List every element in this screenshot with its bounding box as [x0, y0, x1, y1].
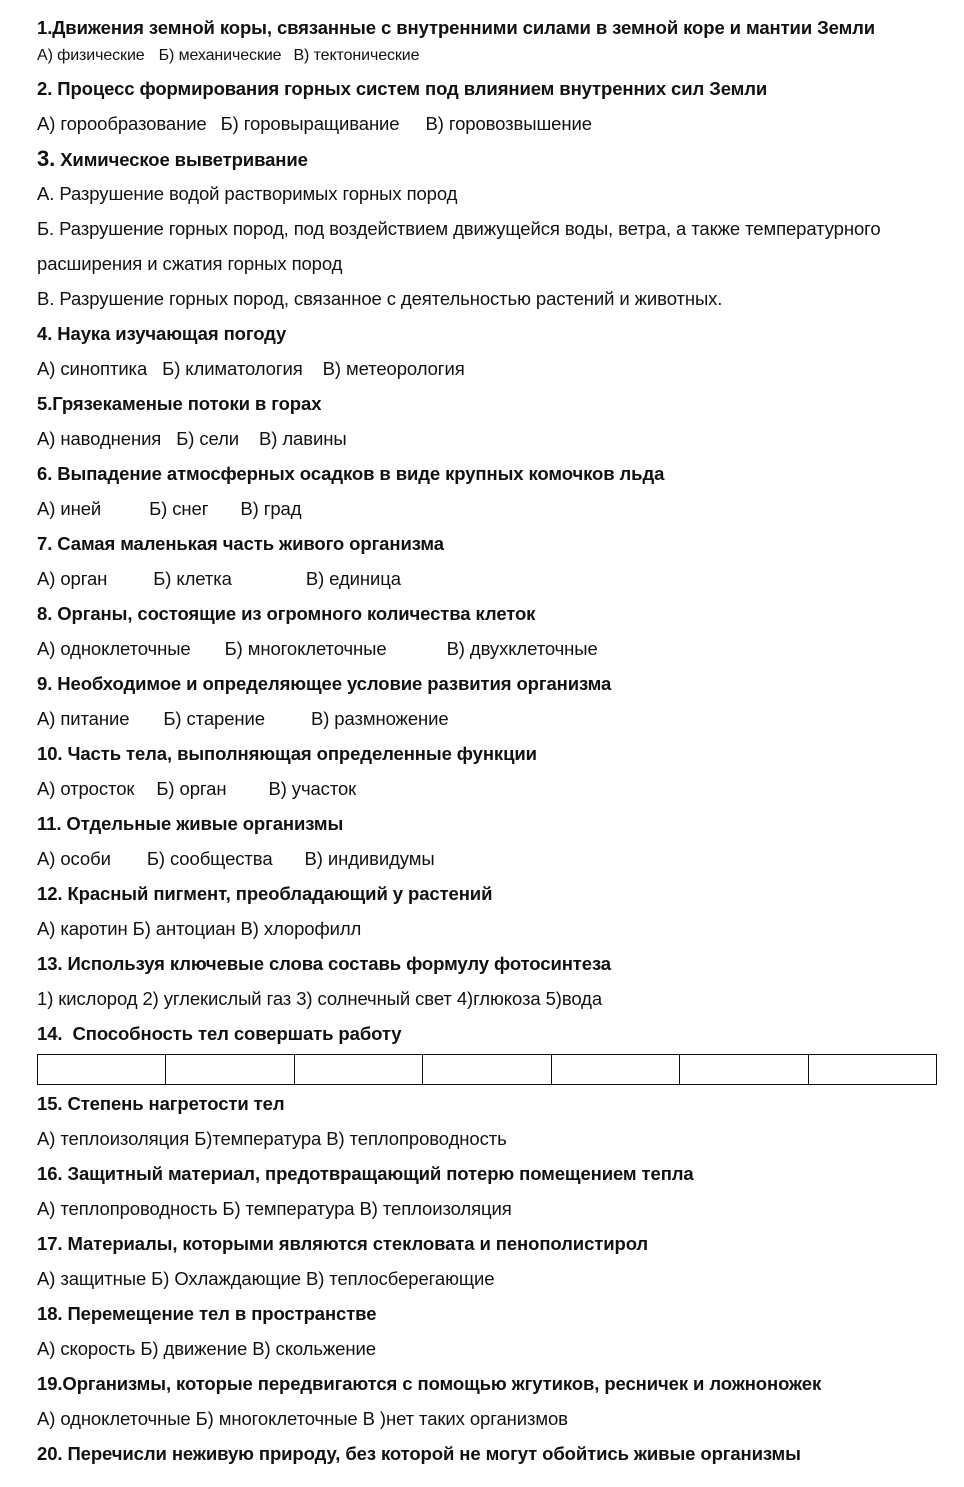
- option: А) питание: [37, 708, 130, 729]
- option: В) единица: [305, 568, 401, 589]
- answers-18: А) скорость Б) движение В) скольжение: [37, 1338, 376, 1359]
- answers-10: [37, 771, 942, 806]
- answer-cell[interactable]: [38, 1055, 166, 1085]
- answers-17: А) защитные Б) Охлаждающие В) теплосберегающие: [37, 1268, 495, 1289]
- answer-grid: [37, 1054, 937, 1085]
- question-text: Химическое выветривание: [55, 149, 308, 170]
- question-19: 19.Организмы, которые передвигаются с помощью жгутиков, ресничек и ложноножек: [37, 1373, 822, 1394]
- answer-cell[interactable]: [166, 1055, 294, 1085]
- option: Б) орган: [156, 778, 227, 799]
- option: В) индивидумы: [304, 848, 435, 869]
- answers-5: [37, 421, 942, 456]
- question-18: 18. Перемещение тел в пространстве: [37, 1303, 377, 1324]
- question-5: 5.Грязекаменые потоки в горах: [37, 393, 322, 414]
- answer-cell[interactable]: [294, 1055, 422, 1085]
- answers-2: [37, 106, 942, 141]
- question-20: 20. Перечисли неживую природу, без которой не могут обойтись живые организмы: [37, 1443, 801, 1464]
- question-4: 4. Наука изучающая погоду: [37, 323, 287, 344]
- question-number: 3.: [37, 146, 56, 171]
- option: А) иней: [37, 498, 102, 519]
- option: Б) горовыращивание: [220, 113, 400, 134]
- worksheet: [37, 14, 942, 1471]
- answers-8: [37, 631, 942, 666]
- option: А) отросток: [37, 778, 135, 799]
- option: В) лавины: [259, 428, 347, 449]
- option: В) тектонические: [293, 47, 420, 64]
- answers-16: А) теплопроводность Б) температура В) теплоизоляция: [37, 1198, 512, 1219]
- question-10: 10. Часть тела, выполняющая определенные функции: [37, 743, 537, 764]
- option: В) метеорология: [322, 358, 465, 379]
- question-9: 9. Необходимое и определяющее условие развития организма: [37, 673, 612, 694]
- option: Б) многоклеточные: [224, 638, 387, 659]
- question-16: 16. Защитный материал, предотвращающий потерю помещением тепла: [37, 1163, 694, 1184]
- answers-1: [37, 41, 942, 71]
- option: В) размножение: [310, 708, 449, 729]
- answers-13: 1) кислород 2) углекислый газ 3) солнечный свет 4)глюкоза 5)вода: [37, 988, 603, 1009]
- option: В) горовозвышение: [425, 113, 592, 134]
- answer-3b-cont: расширения и сжатия горных пород: [37, 253, 343, 274]
- answers-12: А) каротин Б) антоциан В) хлорофилл: [37, 918, 362, 939]
- option: Б) механические: [158, 47, 282, 64]
- answer-cell[interactable]: [551, 1055, 679, 1085]
- question-14: 14. Способность тел совершать работу: [37, 1023, 402, 1044]
- option: В) град: [240, 498, 302, 519]
- answer-3c: В. Разрушение горных пород, связанное с деятельностью растений и животных.: [37, 288, 723, 309]
- option: А) одноклеточные: [37, 638, 191, 659]
- option: В) двухклеточные: [446, 638, 598, 659]
- option: Б) снег: [149, 498, 209, 519]
- option: Б) сообщества: [146, 848, 273, 869]
- option: Б) климатология: [162, 358, 303, 379]
- option: А) особи: [37, 848, 111, 869]
- answers-7: [37, 561, 942, 596]
- answer-cell[interactable]: [808, 1055, 936, 1085]
- question-3: [37, 141, 942, 176]
- question-17: 17. Материалы, которыми являются стекловата и пенополистирол: [37, 1233, 649, 1254]
- question-7: 7. Самая маленькая часть живого организма: [37, 533, 444, 554]
- option: Б) клетка: [153, 568, 232, 589]
- question-8: 8. Органы, состоящие из огромного количества клеток: [37, 603, 536, 624]
- question-13: 13. Используя ключевые слова составь формулу фотосинтеза: [37, 953, 611, 974]
- question-1: 1.Движения земной коры, связанные с внутренними силами в земной коре и мантии Земли: [37, 17, 876, 38]
- option: А) орган: [37, 568, 108, 589]
- option: А) горообразование: [37, 113, 207, 134]
- option: А) наводнения: [37, 428, 162, 449]
- answer-cell[interactable]: [680, 1055, 808, 1085]
- question-11: 11. Отдельные живые организмы: [37, 813, 344, 834]
- question-12: 12. Красный пигмент, преобладающий у растений: [37, 883, 493, 904]
- answers-11: [37, 841, 942, 876]
- answers-4: [37, 351, 942, 386]
- answer-3b: Б. Разрушение горных пород, под воздействием движущейся воды, ветра, а также температурного: [37, 218, 881, 239]
- question-15: 15. Степень нагретости тел: [37, 1093, 285, 1114]
- answer-cell[interactable]: [423, 1055, 551, 1085]
- question-text: . Процесс формирования горных систем под влиянием внутренних сил Земли: [47, 78, 768, 99]
- answers-9: [37, 701, 942, 736]
- answers-19: А) одноклеточные Б) многоклеточные В )нет таких организмов: [37, 1408, 568, 1429]
- answers-6: [37, 491, 942, 526]
- option: Б) старение: [163, 708, 265, 729]
- option: А) физические: [37, 47, 145, 64]
- question-2: [37, 71, 942, 106]
- answers-15: А) теплоизоляция Б)температура В) теплопроводность: [37, 1128, 507, 1149]
- answer-3a: А. Разрушение водой растворимых горных пород: [37, 183, 458, 204]
- question-6: 6. Выпадение атмосферных осадков в виде крупных комочков льда: [37, 463, 665, 484]
- option: А) синоптика: [37, 358, 148, 379]
- option: Б) сели: [176, 428, 240, 449]
- option: В) участок: [268, 778, 357, 799]
- question-number: 2: [37, 78, 48, 99]
